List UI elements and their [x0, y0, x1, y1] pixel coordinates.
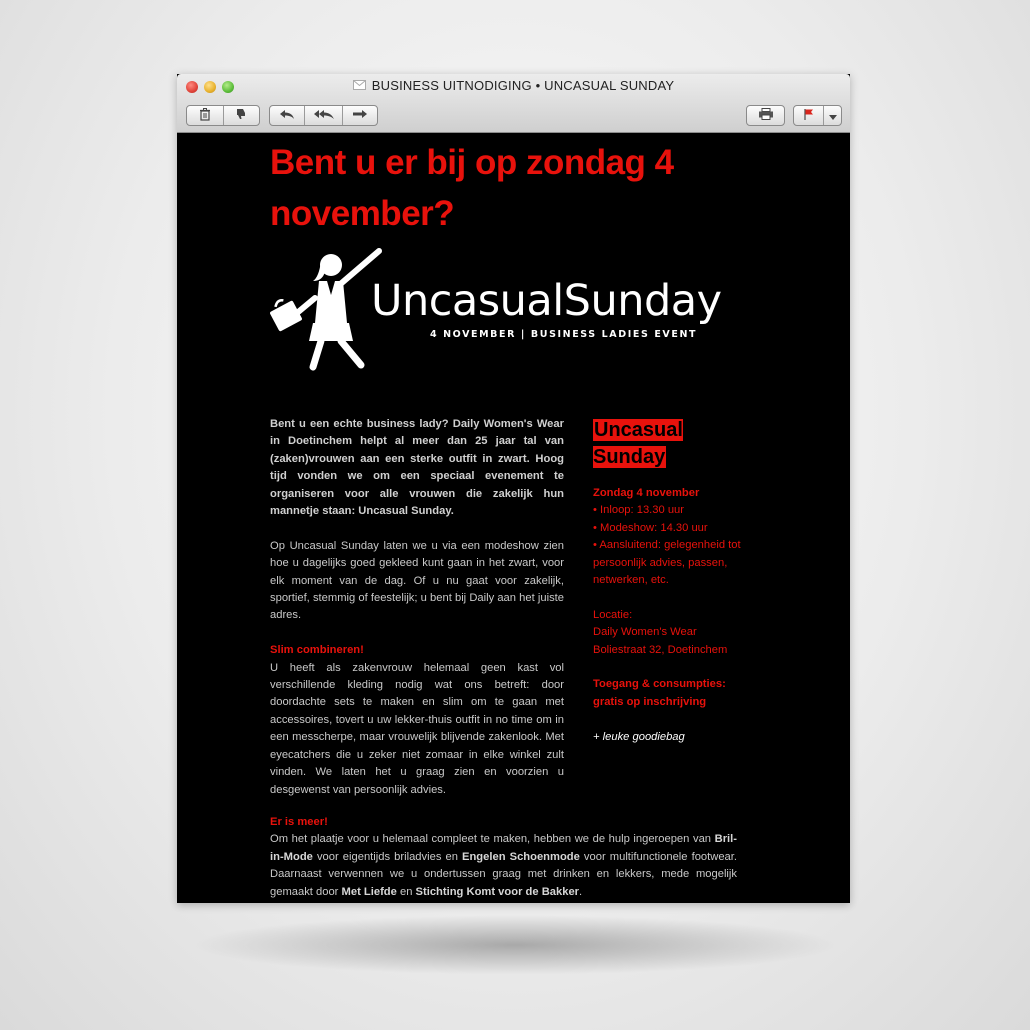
- sidebar-title-wrap: [593, 417, 743, 471]
- junk-icon: [235, 108, 248, 123]
- logo-word-uncasual: Uncasual: [371, 276, 564, 326]
- print-group: [746, 105, 785, 126]
- trash-icon: [199, 108, 211, 124]
- er-is-meer-section: [270, 814, 737, 901]
- message-body[interactable]: [177, 133, 850, 903]
- main-column: [270, 416, 564, 816]
- sidebar-title: Uncasual Sunday: [593, 419, 683, 468]
- junk-button[interactable]: [224, 106, 260, 125]
- slim-combineren-heading: Slim combineren!: [270, 644, 364, 657]
- email-headline: Bent u er bij op zondag 4 november?: [270, 143, 674, 233]
- text-run: Om het plaatje voor u helemaal compleet te maken, hebben we de hulp ingeroepen van: [270, 833, 715, 846]
- event-sidebar: [593, 417, 743, 746]
- print-icon: [758, 108, 774, 123]
- modeshow-paragraph: Op Uncasual Sunday laten we u via een modeshow zien hoe u dagelijks goed gekleed kunt gaan in het zwart, voor elk moment van de dag. Of u nu gaat voor zakelijk, sportief, stemmig of feestelijk; u bent bij Daily aan het juiste adres.: [270, 539, 564, 622]
- dropdown-arrow-icon: [829, 108, 837, 123]
- envelope-icon: [353, 80, 366, 93]
- flag-group: [793, 105, 842, 126]
- flag-icon: [803, 108, 815, 124]
- slim-combineren-section: [270, 642, 564, 799]
- window-title-wrap: [177, 78, 850, 93]
- mail-window: [177, 74, 850, 903]
- logo-wordmark: [371, 277, 722, 325]
- text-run: en: [396, 885, 416, 898]
- er-is-meer-heading: Er is meer!: [270, 816, 328, 828]
- flag-menu-button[interactable]: [824, 106, 841, 125]
- uncasual-sunday-logo: [267, 243, 722, 378]
- window-title: BUSINESS UITNODIGING • UNCASUAL SUNDAY: [371, 78, 675, 93]
- goodiebag-note: + leuke goodiebag: [593, 730, 685, 743]
- schedule-modeshow: • Modeshow: 14.30 uur: [593, 521, 708, 534]
- partner-bril-in-mode: Bril-in-Mode: [270, 833, 737, 863]
- reply-icon: [279, 108, 295, 123]
- location-name: Daily Women's Wear: [593, 626, 697, 639]
- location-label: Locatie:: [593, 608, 633, 621]
- reply-all-icon: [313, 108, 335, 123]
- print-button[interactable]: [747, 106, 784, 125]
- partner-engelen-schoenmode: Engelen Schoenmode: [462, 850, 580, 863]
- titlebar: [177, 74, 850, 133]
- logo-word-sunday: Sunday: [563, 276, 722, 326]
- schedule-inloop: • Inloop: 13.30 uur: [593, 504, 684, 517]
- intro-paragraph: Bent u een echte business lady? Daily Women's Wear in Doetinchem helpt al meer dan 25 jaar tal van (zaken)vrouwen aan een sterke outfit in zwart. Hoog tijd vonden we om een speciaal evenement te organiseren voor alle vrouwen die zakelijk hun mannetje staan: Uncasual Sunday.: [270, 418, 564, 518]
- reply-all-button[interactable]: [305, 106, 342, 125]
- flag-button[interactable]: [794, 106, 824, 125]
- admission-info: Toegang & consumpties: gratis op inschrijving: [593, 678, 726, 708]
- forward-icon: [352, 108, 368, 123]
- location-block: [593, 607, 743, 659]
- location-address: Boliestraat 32, Doetinchem: [593, 643, 728, 656]
- reply-button[interactable]: [270, 106, 305, 125]
- partner-met-liefde: Met Liefde: [341, 885, 397, 898]
- delete-junk-group: [186, 105, 260, 126]
- reply-group: [269, 105, 378, 126]
- event-date: Zondag 4 november: [593, 487, 700, 499]
- partner-stichting-komt-voor-de-bakker: Stichting Komt voor de Bakker: [415, 885, 580, 898]
- forward-button[interactable]: [343, 106, 377, 125]
- delete-button[interactable]: [187, 106, 224, 125]
- text-run: voor multifunctionele footwear. Daarnaast verwennen we u ondertussen graag met drinken en lekkers, mede mogelijk gemaakt door: [270, 850, 737, 898]
- text-run: voor eigentijds briladvies en: [312, 850, 463, 863]
- window-shadow: [190, 915, 840, 975]
- er-is-meer-text: [270, 833, 737, 897]
- slim-combineren-text: U heeft als zakenvrouw helemaal geen kast vol verschillende kleding nodig wat ons betreft: door doordachte sets te maken en slim om te gaan met accessoires, tovert u uw lekker-thuis outfit in no time om in een messcherpe, maar vrouwelijk blijvende zakenlook. Met eyecatchers die u zeker niet zomaar in elke winkel zult vinden. We laten het u graag zien en voorzien u desgewenst van persoonlijk advies.: [270, 661, 564, 796]
- text-run: .: [579, 885, 583, 898]
- logo-tagline: 4 NOVEMBER | BUSINESS LADIES EVENT: [430, 329, 698, 340]
- schedule-aansluitend: • Aansluitend: gelegenheid tot persoonlijk advies, passen, netwerken, etc.: [593, 539, 741, 587]
- schedule-block: [593, 485, 743, 589]
